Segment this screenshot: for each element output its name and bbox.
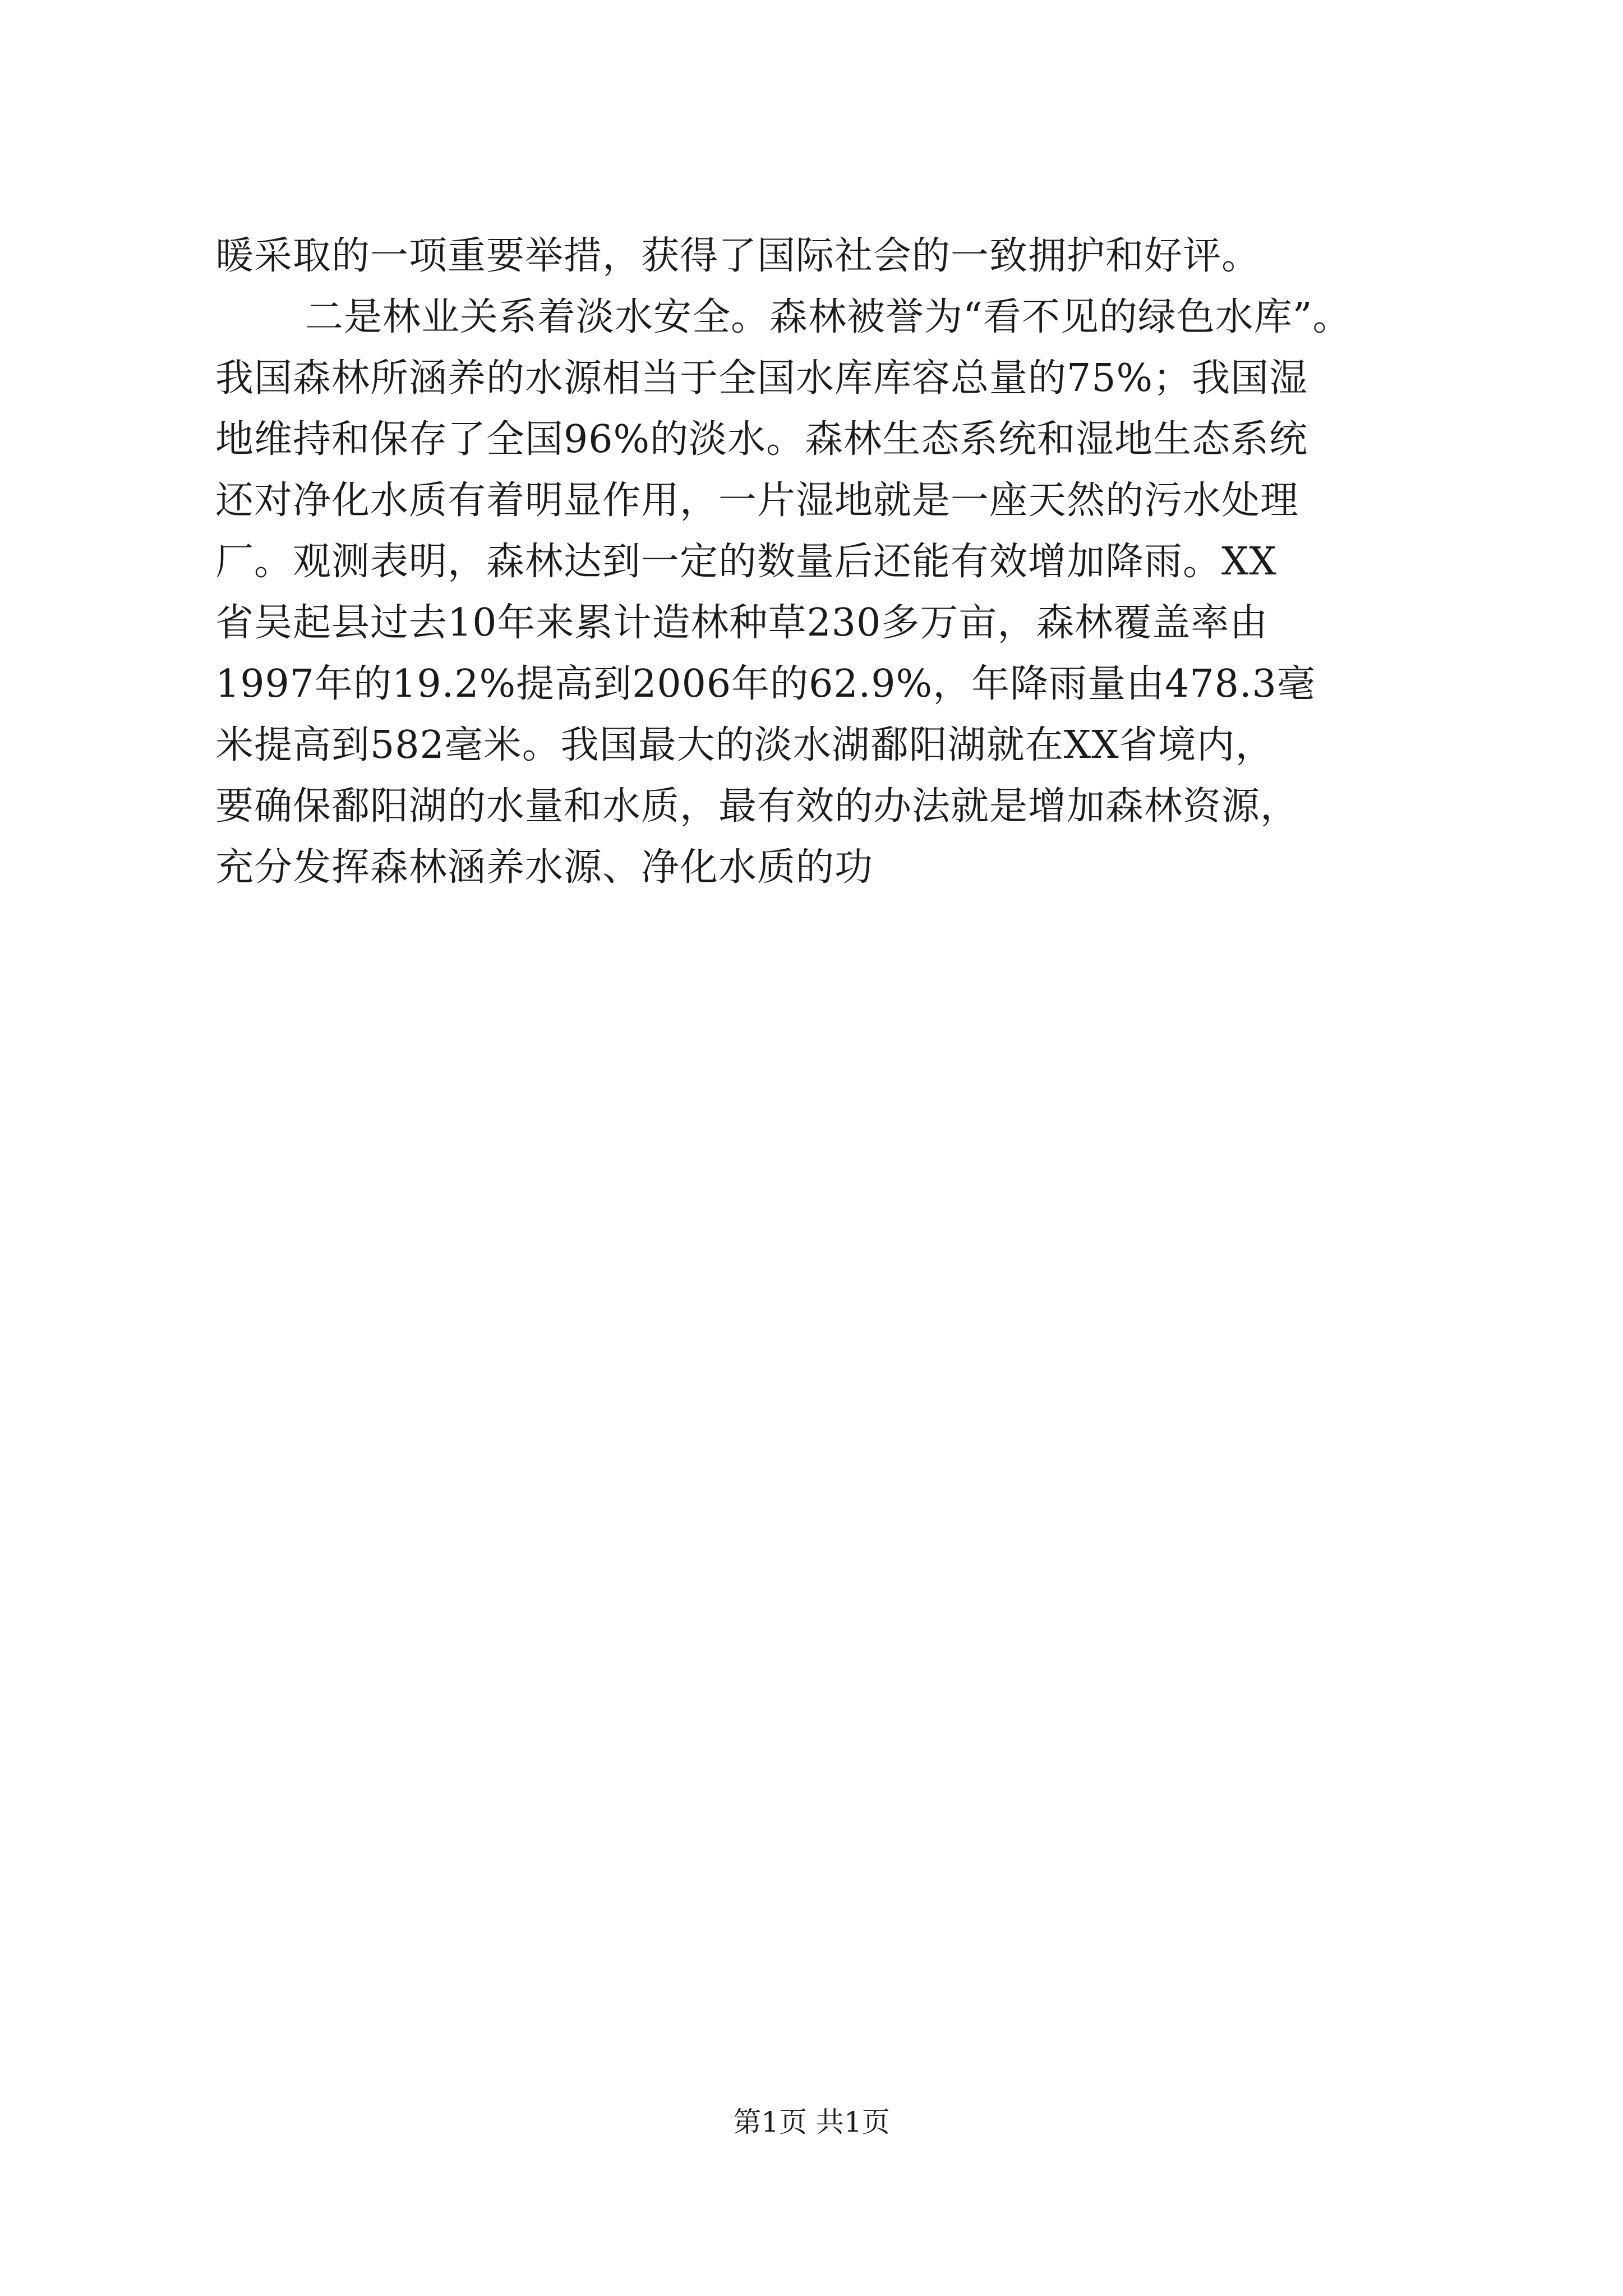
text-line: 充分发挥森林涵养水源、净化水质的功 (215, 845, 874, 890)
text-line: 地维持和保存了全国96%的淡水。森林生态系统和湿地生态系统 (215, 417, 1308, 462)
body-text (215, 226, 1427, 898)
text-line: 暖采取的一项重要举措，获得了国际社会的一致拥护和好评。 (215, 234, 1261, 278)
text-line: 二是林业关系着淡水安全。森林被誉为“看不见的绿色水库”。 (305, 295, 1352, 339)
text-line: 米提高到582毫米。我国最大的淡水湖鄱阳湖就在XX省境内， (215, 723, 1274, 767)
text-line: 要确保鄱阳湖的水量和水质，最有效的办法就是增加森林资源， (215, 784, 1299, 829)
text-line: 厂。观测表明，森林达到一定的数量后还能有效增加降雨。XX (215, 540, 1277, 584)
text-line: 省吴起县过去10年来累计造林种草230多万亩，森林覆盖率由 (215, 601, 1269, 645)
text-line: 1997年的19.2%提高到2006年的62.9%，年降雨量由478.3毫 (215, 662, 1316, 706)
text-line: 我国森林所涵养的水源相当于全国水库库容总量的75%；我国湿 (215, 356, 1308, 401)
page-number-footer: 第1页 共1页 (733, 2106, 890, 2138)
text-line: 还对净化水质有着明显作用，一片湿地就是一座天然的污水处理 (215, 478, 1299, 523)
